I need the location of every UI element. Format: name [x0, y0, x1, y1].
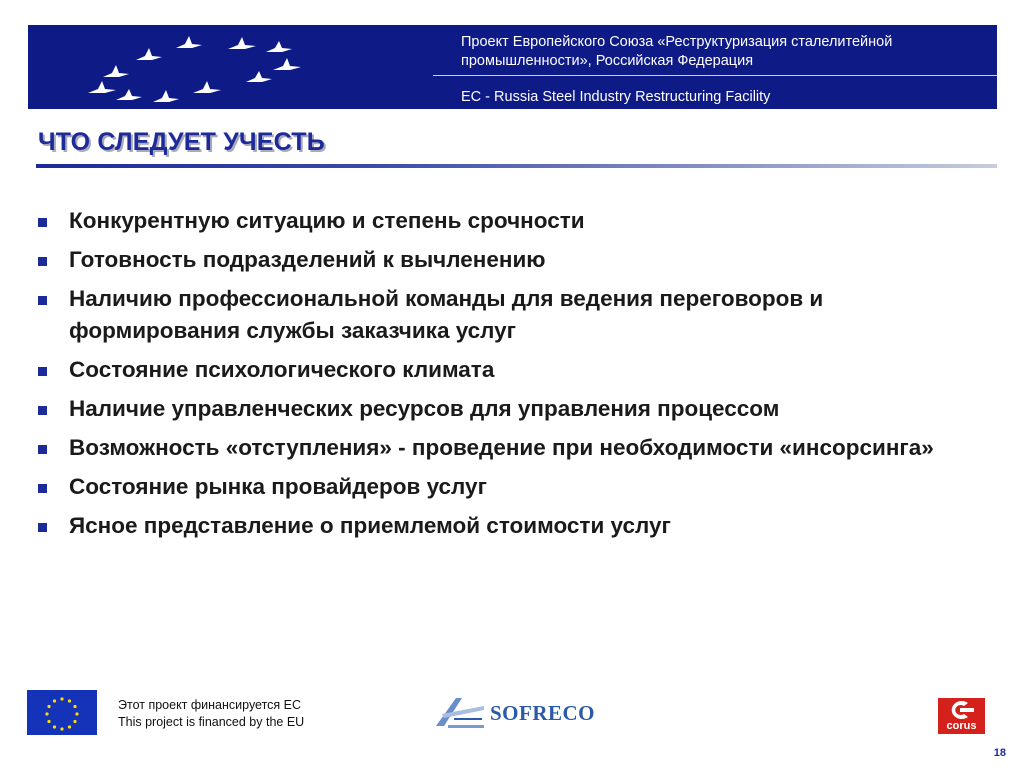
header-divider [433, 75, 997, 76]
sofreco-emblem-icon [432, 694, 488, 734]
square-bullet-icon [38, 218, 47, 227]
bullet-text: Состояние психологического климата [69, 357, 495, 382]
eu-stars-icon [28, 25, 408, 109]
bullet-text: Возможность «отступления» - проведение при необходимости «инсорсинга» [69, 435, 934, 460]
header-project-title-en: EC - Russia Steel Industry Restructuring Facility [461, 89, 771, 105]
list-item [38, 393, 998, 425]
header-project-title-ru: Проект Европейского Союза «Реструктуризация сталелитейной промышленности», Российская Федерация [461, 34, 893, 69]
corus-logo [938, 698, 985, 734]
sofreco-label: SOFRECO [490, 701, 596, 725]
bullet-text: Наличие управленческих ресурсов для управления процессом [69, 396, 780, 421]
bullet-text: Готовность подразделений к вычленению [69, 247, 546, 272]
financing-text-ru: Этот проект финансируется ЕС [118, 698, 302, 712]
square-bullet-icon [38, 367, 47, 376]
slide-title: ЧТО СЛЕДУЕТ УЧЕСТЬ [38, 128, 325, 156]
bullet-text: Состояние рынка провайдеров услуг [69, 474, 487, 499]
list-item [38, 354, 998, 386]
bullet-text: Ясное представление о приемлемой стоимости услуг [69, 513, 671, 538]
list-item [38, 205, 998, 237]
financing-text-en: This project is financed by the EU [118, 715, 305, 729]
list-item [38, 432, 998, 464]
list-item [38, 283, 998, 347]
corus-label: corus [946, 720, 977, 732]
square-bullet-icon [38, 445, 47, 454]
list-item [38, 471, 998, 503]
square-bullet-icon [38, 484, 47, 493]
list-item [38, 244, 998, 276]
page-number: 18 [993, 747, 1006, 759]
bullet-text: Конкурентную ситуацию и степень срочности [69, 208, 585, 233]
square-bullet-icon [38, 406, 47, 415]
footer-financing-note [118, 697, 304, 731]
list-item [38, 510, 998, 542]
header-band [28, 25, 997, 109]
square-bullet-icon [38, 257, 47, 266]
sofreco-logo [432, 694, 596, 734]
eu-flag-icon [27, 690, 97, 735]
square-bullet-icon [38, 296, 47, 305]
corus-emblem-icon [938, 698, 985, 722]
bullet-list [38, 205, 998, 549]
square-bullet-icon [38, 523, 47, 532]
header-text [433, 25, 997, 109]
bullet-text: Наличию профессиональной команды для ведения переговоров и формирования службы заказчика услуг [69, 286, 824, 343]
title-underline [36, 164, 997, 168]
